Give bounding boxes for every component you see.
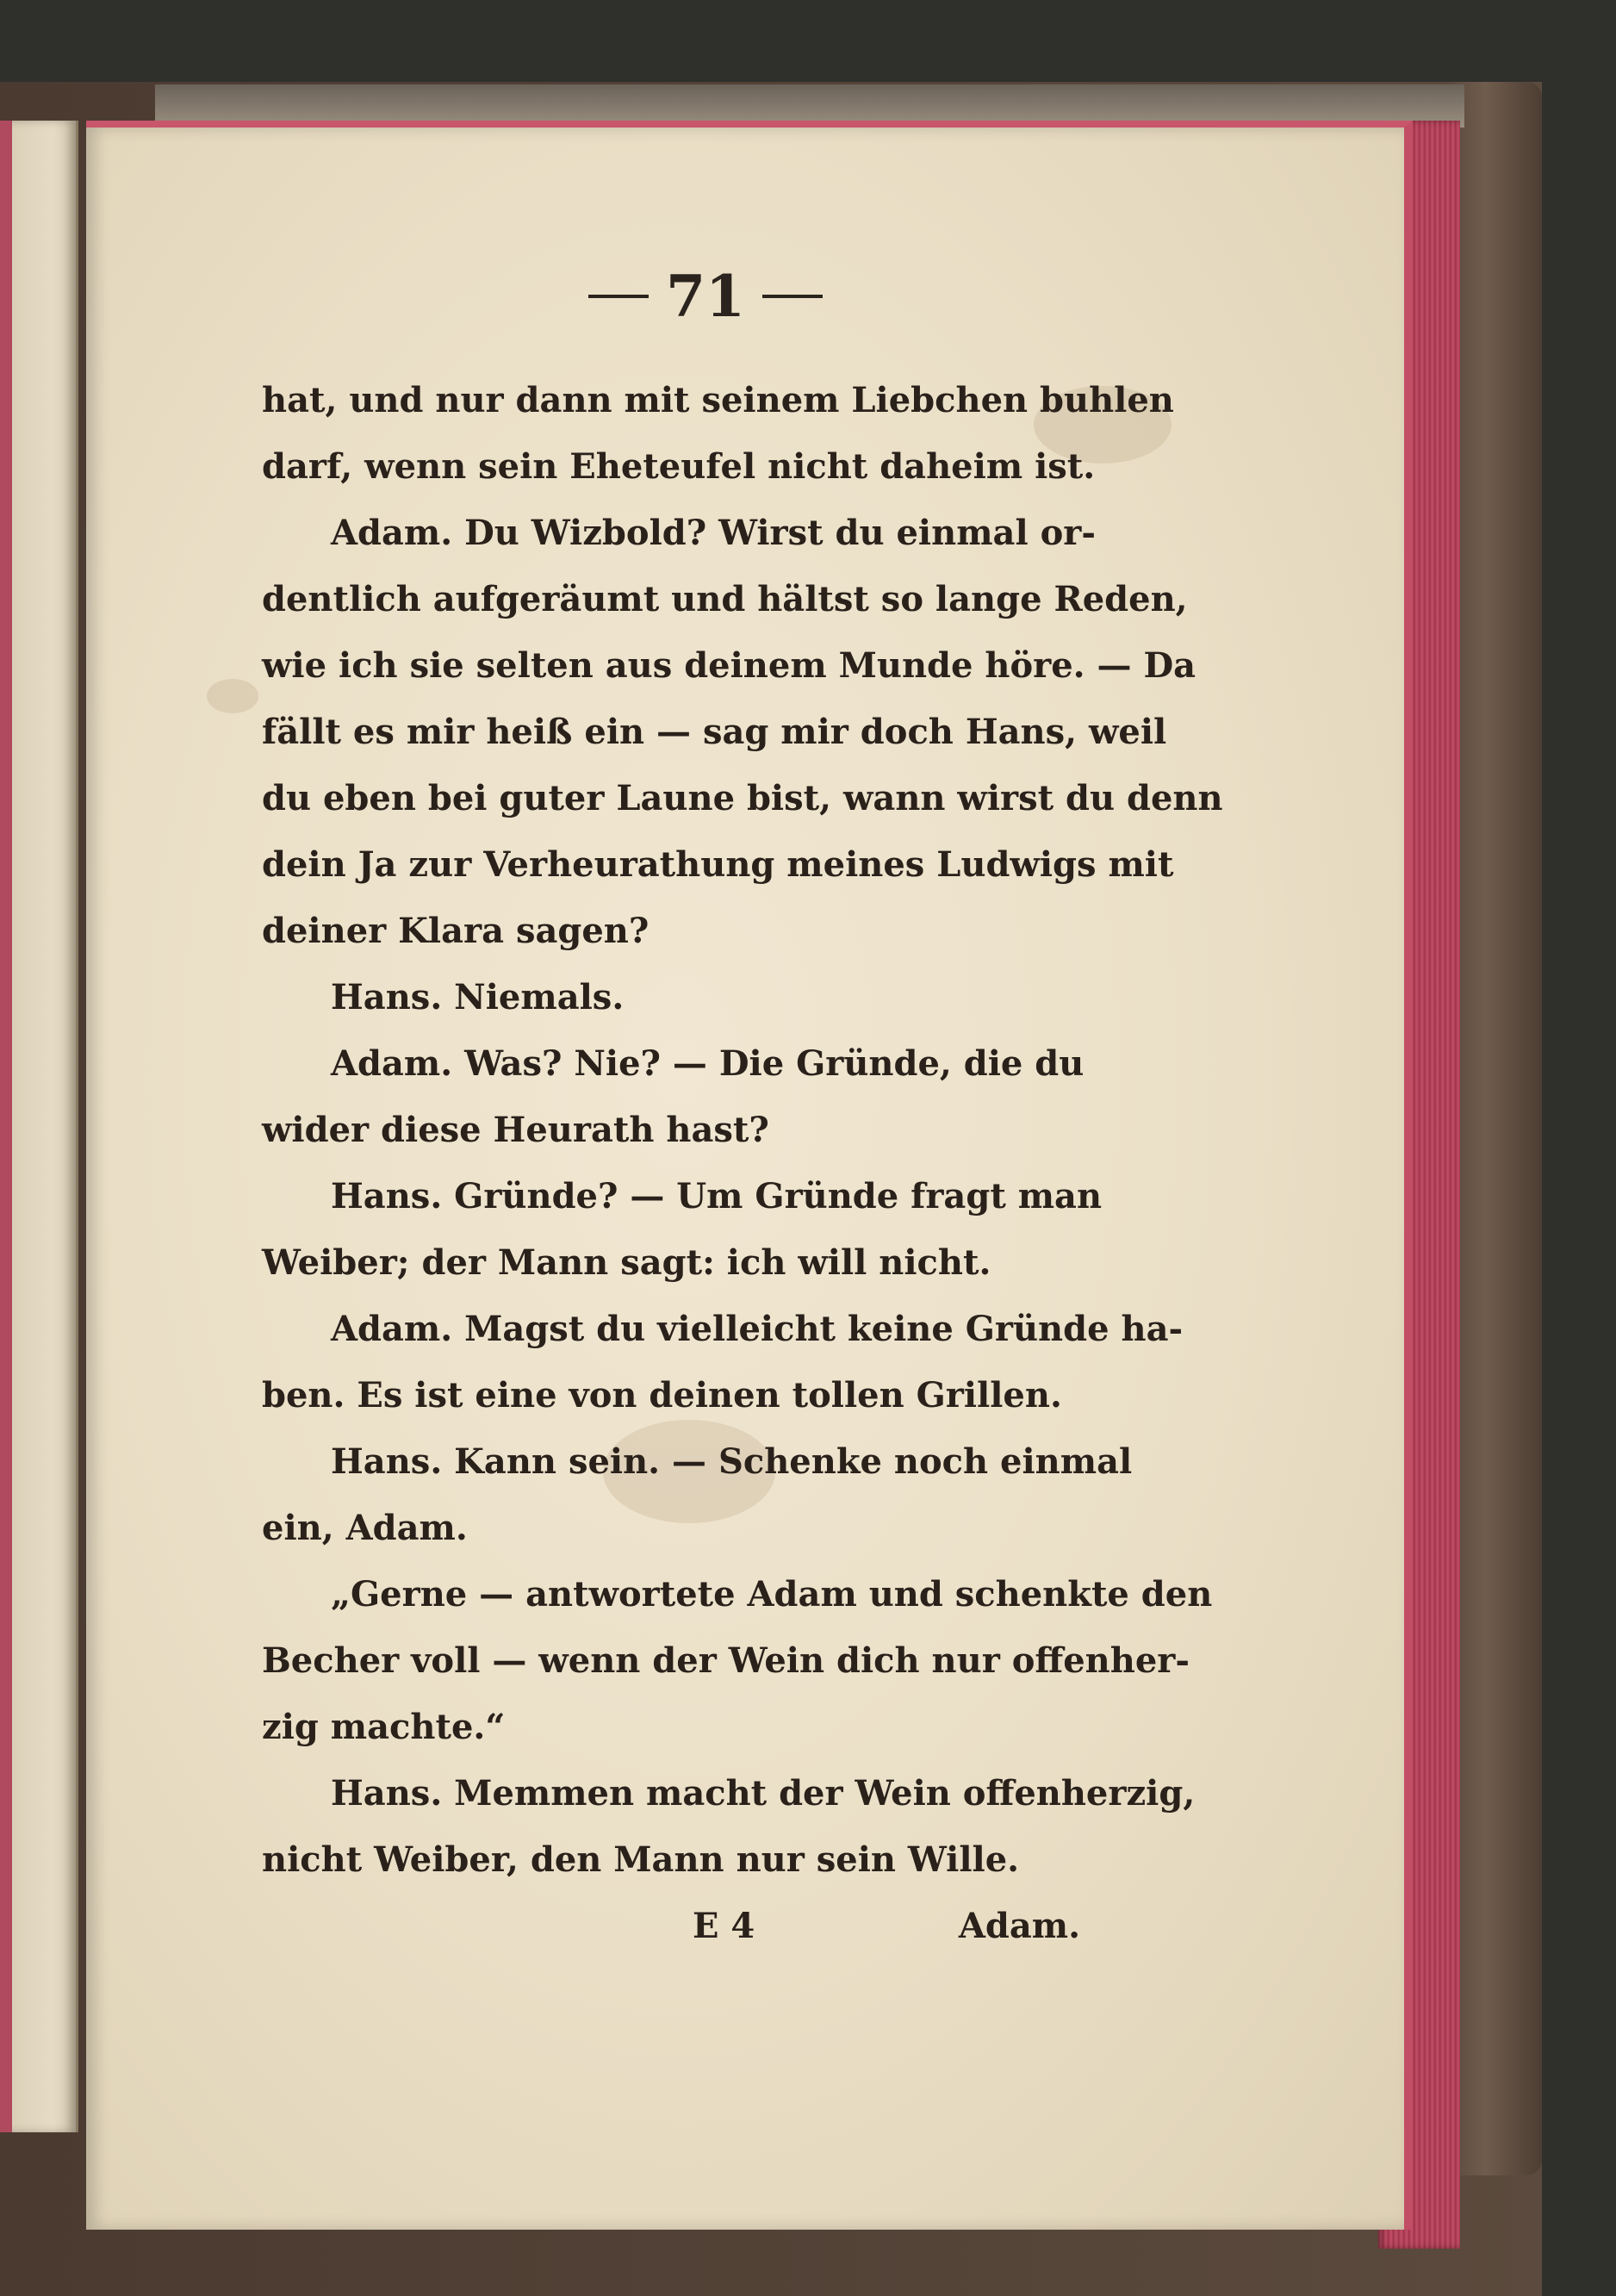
book-spine-edge <box>1447 82 1542 2175</box>
text-line: Hans. Niemals. <box>331 977 625 1017</box>
previous-page-red-edge <box>0 121 12 2132</box>
paper-stain <box>207 679 258 713</box>
text-line: Hans. Gründe? — Um Gründe fragt man <box>331 1176 1103 1216</box>
text-line: wie ich sie selten aus deinem Munde höre. — Da <box>262 645 1196 686</box>
text-line: „Gerne — antwortete Adam und schenkte den <box>331 1574 1213 1615</box>
text-line: darf, wenn sein Eheteufel nicht daheim ist. <box>262 446 1096 487</box>
text-line: fällt es mir heiß ein — sag mir doch Hans, weil <box>262 712 1167 752</box>
text-line: ein, Adam. <box>262 1508 468 1548</box>
text-line: du eben bei guter Laune bist, wann wirst du denn <box>262 778 1223 818</box>
text-line: nicht Weiber, den Mann nur sein Wille. <box>262 1839 1020 1880</box>
page-number: 71 <box>666 263 745 330</box>
text-line: ben. Es ist eine von deinen tollen Grillen. <box>262 1375 1062 1416</box>
text-line: Hans. Kann sein. — Schenke noch einmal <box>331 1441 1133 1482</box>
text-line: hat, und nur dann mit seinem Liebchen buhlen <box>262 380 1174 420</box>
dash-right <box>762 295 823 298</box>
text-line: Adam. Du Wizbold? Wirst du einmal or- <box>331 513 1096 553</box>
text-line: Adam. Was? Nie? — Die Gründe, die du <box>331 1043 1085 1084</box>
text-line: Weiber; der Mann sagt: ich will nicht. <box>262 1242 991 1283</box>
page-number-header <box>262 263 1149 332</box>
text-line: Adam. Magst du vielleicht keine Gründe ha- <box>331 1309 1184 1349</box>
dash-left <box>588 295 649 298</box>
text-line: deiner Klara sagen? <box>262 911 650 951</box>
text-line: dentlich aufgeräumt und hältst so lange Reden, <box>262 579 1188 619</box>
signature-mark: E 4 <box>693 1906 755 1946</box>
page-footer <box>262 1896 1149 1957</box>
text-line: zig machte.“ <box>262 1707 506 1747</box>
text-line: wider diese Heurath hast? <box>262 1110 769 1150</box>
text-line: dein Ja zur Verheurathung meines Ludwigs mit <box>262 844 1174 885</box>
text-line: Becher voll — wenn der Wein dich nur offenher- <box>262 1640 1190 1681</box>
catchword: Adam. <box>958 1906 1080 1946</box>
text-line: Hans. Memmen macht der Wein offenherzig, <box>331 1773 1196 1814</box>
